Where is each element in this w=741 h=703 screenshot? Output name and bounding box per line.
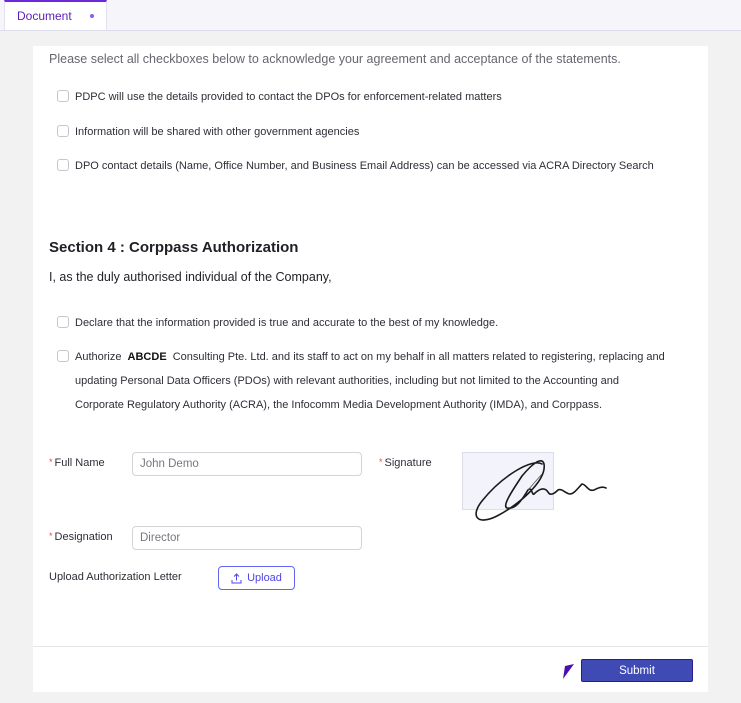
signature-label: [379, 457, 432, 469]
upload-button-label: Upload: [247, 572, 282, 584]
required-marker: *: [49, 531, 53, 541]
section-subtitle: I, as the duly authorised individual of the Company,: [49, 270, 332, 284]
checkbox-label: DPO contact details (Name, Office Number, and Business Email Address) can be accessed via ACRA Directory Search: [75, 160, 654, 172]
signature-label-text: Signature: [384, 457, 432, 469]
form-footer: [33, 646, 708, 692]
designation-value: Director: [140, 532, 181, 544]
checkbox-declare[interactable]: [57, 316, 69, 328]
unsaved-indicator-icon: [90, 14, 94, 18]
full-name-input[interactable]: [132, 452, 362, 476]
authorize-line-3: Corporate Regulatory Authority (ACRA), the Infocomm Media Development Authority (IMDA), and Corppass.: [75, 399, 603, 411]
submit-button[interactable]: Submit: [581, 659, 693, 682]
required-marker: *: [379, 457, 383, 467]
full-name-value: John Demo: [140, 458, 199, 470]
section-title: Section 4 : Corppass Authorization: [49, 239, 299, 256]
company-name: ABCDE: [127, 351, 167, 363]
checkbox-authorize[interactable]: [57, 350, 69, 362]
checkbox-label: Declare that the information provided is true and accurate to the best of my knowledge.: [75, 317, 499, 329]
upload-icon: [231, 573, 242, 584]
tab-document[interactable]: [4, 0, 107, 30]
ack-item-sharing: [57, 125, 359, 139]
mouse-cursor-icon: [560, 662, 576, 680]
designation-input[interactable]: [132, 526, 362, 550]
declare-item: [57, 316, 498, 330]
checkbox-sharing[interactable]: [57, 125, 69, 137]
acknowledgement-intro: Please select all checkboxes below to acknowledge your agreement and acceptance of the statements.: [49, 52, 621, 66]
tab-label: Document: [17, 9, 72, 23]
authorize-line-2: updating Personal Data Officers (PDOs) with relevant authorities, including but not limited to the Accounting and: [75, 375, 619, 387]
authorize-item: [57, 350, 665, 417]
checkbox-pdpc[interactable]: [57, 90, 69, 102]
full-name-label-text: Full Name: [54, 457, 105, 469]
authorize-line-1: Consulting Pte. Ltd. and its staff to act on my behalf in all matters related to registering, replacing and: [172, 351, 665, 363]
required-marker: *: [49, 457, 53, 467]
ack-item-pdpc: [57, 90, 502, 104]
signature-drawing-icon: [462, 446, 612, 526]
checkbox-dpo-contact[interactable]: [57, 159, 69, 171]
authorize-prefix: Authorize: [75, 351, 122, 363]
authorize-text: [75, 345, 665, 417]
upload-button[interactable]: [218, 566, 295, 590]
checkbox-label: Information will be shared with other government agencies: [75, 126, 360, 138]
checkbox-label: PDPC will use the details provided to contact the DPOs for enforcement-related matters: [75, 91, 502, 103]
tab-bar: [0, 0, 741, 31]
form-card: [33, 46, 708, 646]
designation-label: [49, 531, 113, 543]
designation-label-text: Designation: [54, 531, 113, 543]
upload-label: Upload Authorization Letter: [49, 571, 182, 583]
full-name-label: [49, 457, 105, 469]
ack-item-dpo-contact: [57, 159, 654, 173]
